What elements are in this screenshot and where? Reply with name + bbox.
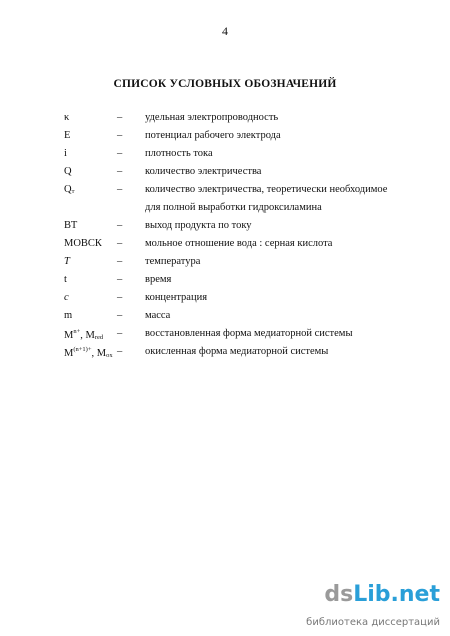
description: концентрация bbox=[145, 292, 208, 303]
list-item bbox=[0, 112, 450, 130]
dash: – bbox=[117, 238, 123, 249]
dash: – bbox=[117, 220, 123, 231]
description-continuation: для полной выработки гидроксиламина bbox=[145, 202, 322, 213]
description: температура bbox=[145, 256, 201, 267]
symbol: $M^{n+}$, $M_{red}$ bbox=[64, 328, 104, 341]
dash: – bbox=[117, 148, 123, 159]
dash: – bbox=[117, 130, 123, 141]
symbol: Q bbox=[64, 166, 72, 177]
list-item bbox=[0, 346, 450, 364]
list-item-continuation bbox=[0, 202, 450, 220]
list-item bbox=[0, 328, 450, 346]
symbol: κ bbox=[64, 112, 70, 123]
watermark-logo: dsLib.net bbox=[324, 582, 440, 607]
watermark-text: библиотека диссертаций bbox=[306, 617, 440, 628]
page-title: СПИСОК УСЛОВНЫХ ОБОЗНАЧЕНИЙ bbox=[113, 78, 337, 90]
dash: – bbox=[117, 256, 123, 267]
symbol: ВТ bbox=[64, 220, 78, 231]
description: мольное отношение вода : серная кислота bbox=[145, 238, 333, 249]
description: окисленная форма медиаторной системы bbox=[145, 346, 329, 357]
list-item bbox=[0, 130, 450, 148]
symbol: $Q_т$ bbox=[64, 184, 75, 195]
watermark bbox=[300, 582, 440, 628]
symbol: i bbox=[64, 148, 67, 159]
list-item bbox=[0, 274, 450, 292]
description: количество электричества, теоретически необходимое bbox=[145, 184, 388, 195]
description: плотность тока bbox=[145, 148, 213, 159]
symbol: $M^{(n+1)+}$, $M_{ox}$ bbox=[64, 346, 113, 359]
description: количество электричества bbox=[145, 166, 262, 177]
dash: – bbox=[117, 166, 123, 177]
list-item bbox=[0, 148, 450, 166]
symbol: E bbox=[64, 130, 71, 141]
dash: – bbox=[117, 112, 123, 123]
list-item bbox=[0, 310, 450, 328]
list-item bbox=[0, 292, 450, 310]
description: восстановленная форма медиаторной системы bbox=[145, 328, 353, 339]
symbol: m bbox=[64, 310, 73, 321]
symbol: T bbox=[64, 256, 70, 267]
list-item bbox=[0, 238, 450, 256]
dash: – bbox=[117, 328, 123, 339]
dash: – bbox=[117, 346, 123, 357]
description: удельная электропроводность bbox=[145, 112, 279, 123]
symbol: t bbox=[64, 274, 67, 285]
list-item bbox=[0, 166, 450, 184]
description: выход продукта по току bbox=[145, 220, 252, 231]
description: время bbox=[145, 274, 172, 285]
dash: – bbox=[117, 292, 123, 303]
description: потенциал рабочего электрода bbox=[145, 130, 281, 141]
dash: – bbox=[117, 184, 123, 195]
page-number: 4 bbox=[222, 24, 228, 38]
list-item bbox=[0, 220, 450, 238]
dash: – bbox=[117, 274, 123, 285]
list-item bbox=[0, 256, 450, 274]
description: масса bbox=[145, 310, 171, 321]
symbol: c bbox=[64, 292, 69, 303]
symbol: МОВСК bbox=[64, 238, 102, 249]
list-item bbox=[0, 184, 450, 202]
dash: – bbox=[117, 310, 123, 321]
